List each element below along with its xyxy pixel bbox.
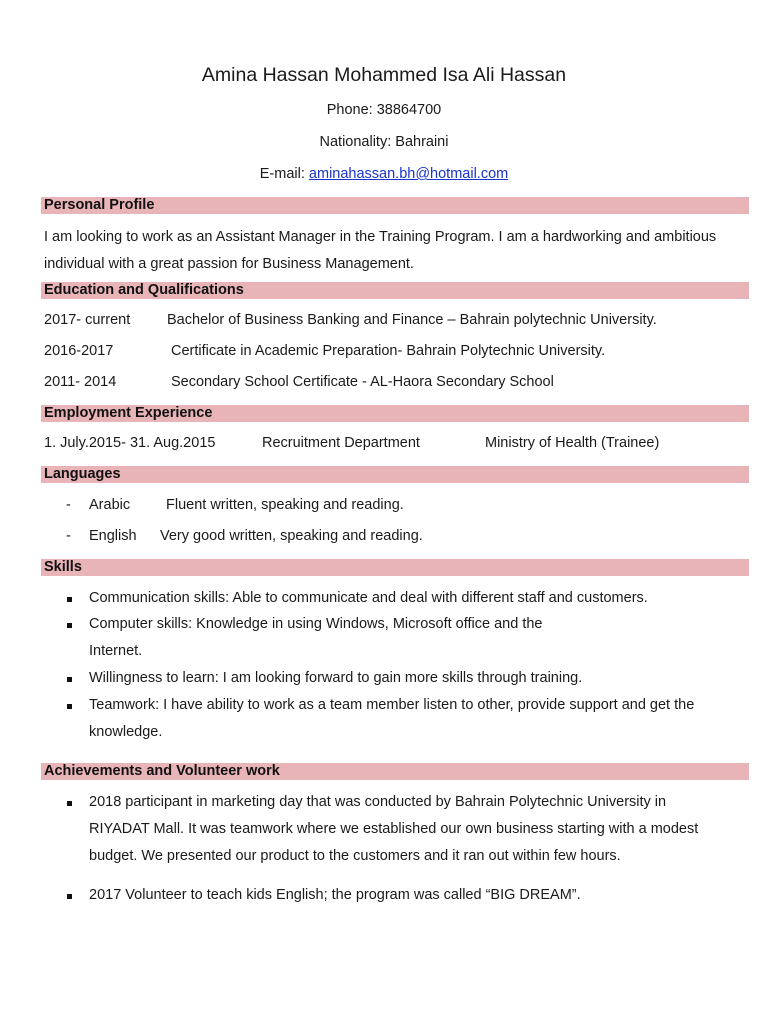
skill-item: Willingness to learn: I am looking forward to gain more skills through training. <box>89 670 583 686</box>
nationality-line: Nationality: Bahraini <box>319 134 449 150</box>
bullet-icon <box>67 894 72 899</box>
bullet-icon <box>67 623 72 628</box>
language-level: Fluent written, speaking and reading. <box>166 497 404 513</box>
bullet-icon <box>67 704 72 709</box>
section-bar-skills <box>41 559 749 576</box>
section-title-achievements: Achievements and Volunteer work <box>44 763 280 779</box>
employment-department: Recruitment Department <box>262 435 420 451</box>
achievement-item: 2017 Volunteer to teach kids English; the program was called “BIG DREAM”. <box>89 887 581 903</box>
section-bar-achievements <box>41 763 749 780</box>
email-label: E-mail: <box>259 166 309 182</box>
skill-item: Computer skills: Knowledge in using Windows, Microsoft office and the <box>89 616 543 632</box>
achievement-item-continuation: RIYADAT Mall. It was teamwork where we established our own business starting with a modest <box>89 821 699 837</box>
education-detail: Bachelor of Business Banking and Finance – Bahrain polytechnic University. <box>167 312 657 328</box>
education-period: 2017- current <box>44 312 131 328</box>
language-name: Arabic <box>89 497 131 513</box>
education-detail: Secondary School Certificate - AL-Haora Secondary School <box>171 374 554 390</box>
bullet-icon <box>67 677 72 682</box>
language-name: English <box>89 528 137 544</box>
education-detail: Certificate in Academic Preparation- Bahrain Polytechnic University. <box>171 343 606 359</box>
section-title-education: Education and Qualifications <box>44 282 244 298</box>
employment-period: 1. July.2015- 31. Aug.2015 <box>44 435 216 451</box>
education-period: 2011- 2014 <box>44 374 117 390</box>
employment-organization: Ministry of Health (Trainee) <box>485 435 660 451</box>
phone-line: Phone: 38864700 <box>326 102 442 118</box>
profile-text: I am looking to work as an Assistant Manager in the Training Program. I am a hardworking and ambitious individual with a great passion for Business Management. <box>44 229 717 272</box>
achievement-item-continuation: budget. We presented our product to the customers and it ran out within few hours. <box>89 848 621 864</box>
section-bar-education <box>41 282 749 299</box>
achievement-item: 2018 participant in marketing day that was conducted by Bahrain Polytechnic University in <box>89 794 667 810</box>
skill-item-continuation: Internet. <box>89 643 143 659</box>
section-bar-profile <box>41 197 749 214</box>
section-title-profile: Personal Profile <box>44 197 155 213</box>
section-bar-languages <box>41 466 749 483</box>
skill-item: Teamwork: I have ability to work as a team member listen to other, provide support and get the <box>89 697 695 713</box>
resume-name: Amina Hassan Mohammed Isa Ali Hassan <box>201 64 567 86</box>
email-line <box>0 166 768 182</box>
language-level: Very good written, speaking and reading. <box>160 528 423 544</box>
section-title-skills: Skills <box>44 559 82 575</box>
skill-item-continuation: knowledge. <box>89 724 163 740</box>
education-period: 2016-2017 <box>44 343 114 359</box>
section-title-languages: Languages <box>44 466 121 482</box>
bullet-icon <box>67 597 72 602</box>
section-bar-employment <box>41 405 749 422</box>
section-title-employment: Employment Experience <box>44 405 213 421</box>
email-link[interactable]: aminahassan.bh@hotmail.com <box>308 166 509 182</box>
language-dash: - <box>66 497 71 513</box>
skill-item: Communication skills: Able to communicate and deal with different staff and customers. <box>89 590 648 606</box>
language-dash: - <box>66 528 71 544</box>
bullet-icon <box>67 801 72 806</box>
